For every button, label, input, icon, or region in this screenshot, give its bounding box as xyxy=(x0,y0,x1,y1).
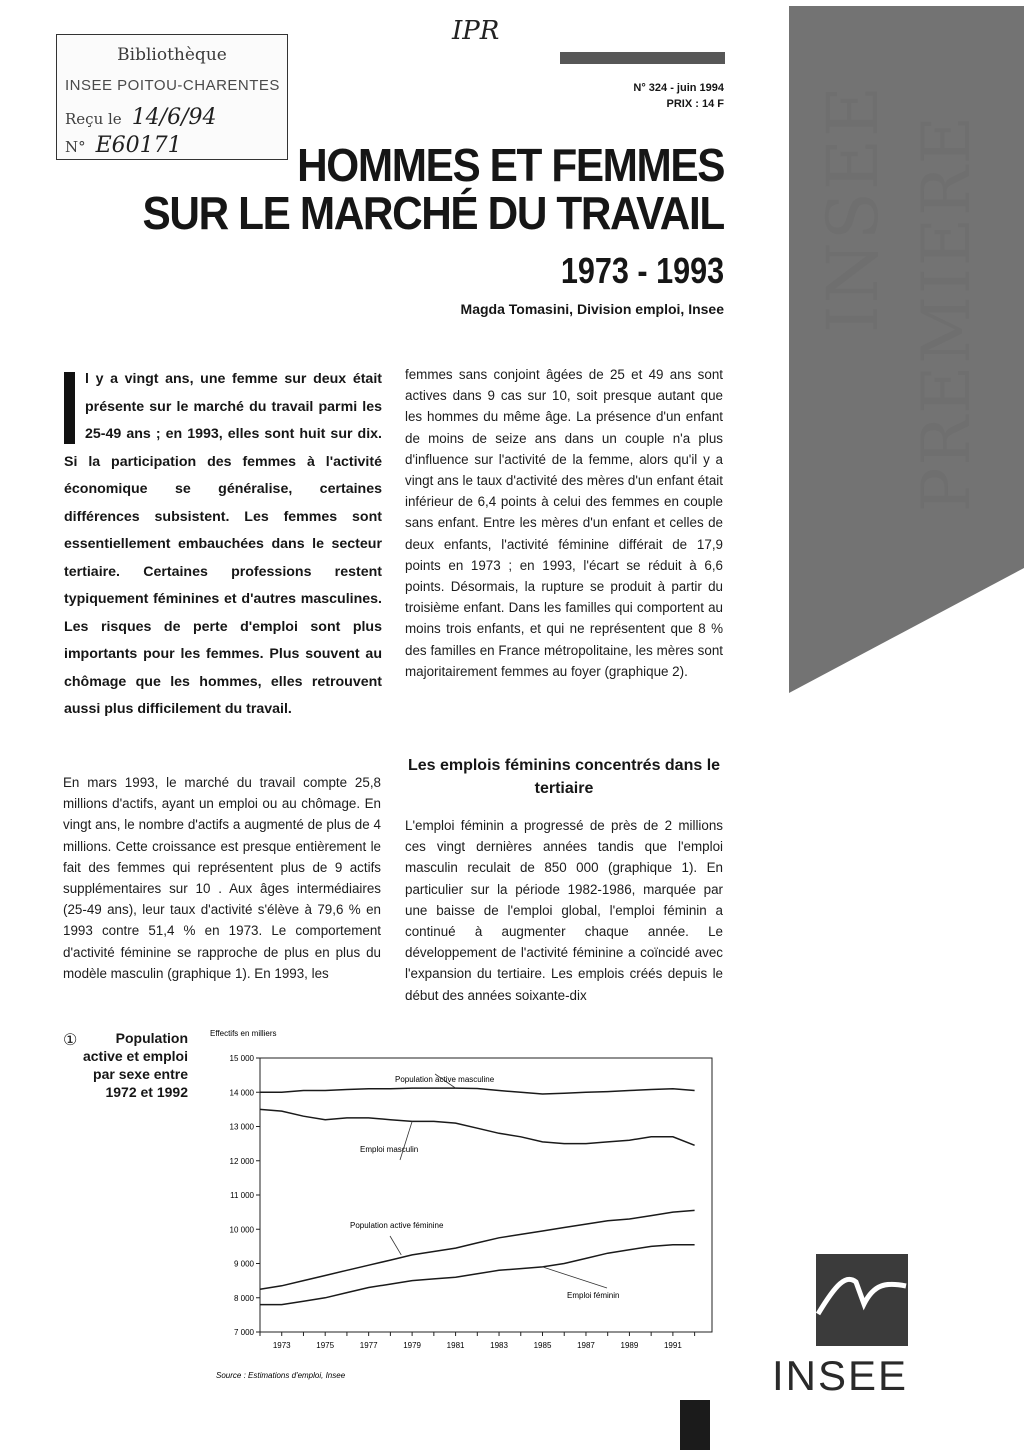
stamp-number: N° E60171 xyxy=(65,133,182,158)
y-tick-label: 12 000 xyxy=(229,1156,254,1166)
x-tick-label: 1989 xyxy=(620,1341,639,1350)
series-line-1 xyxy=(260,1088,695,1094)
x-tick-label: 1977 xyxy=(359,1341,378,1350)
chart-ylabel: Effectifs en milliers xyxy=(210,1029,277,1038)
title-years: 1973 - 1993 xyxy=(560,250,724,291)
series-label-3: Population active féminine xyxy=(350,1221,444,1230)
chart-source: Source : Estimations d'emploi, Insee xyxy=(216,1371,346,1380)
series-label-1: Population active masculine xyxy=(395,1075,495,1084)
x-tick-label: 1987 xyxy=(577,1341,595,1350)
insee-logo-mark xyxy=(816,1254,908,1346)
y-tick-label: 10 000 xyxy=(229,1225,254,1235)
title-line-2: SUR LE MARCHÉ DU TRAVAIL xyxy=(142,187,724,239)
issue-price: PRIX : 14 F xyxy=(666,98,724,110)
header-bar xyxy=(560,52,725,64)
stamp-received: Reçu le 14/6/94 xyxy=(65,105,217,130)
y-tick-label: 7 000 xyxy=(233,1328,254,1337)
stamp-number-value: E60171 xyxy=(95,133,182,158)
body-column-2-top: femmes sans conjoint âgées de 25 et 49 ans sont actives dans 9 cas sur 10, soit presque autant que les hommes du même âge. La présence d'un enfant de moins de seize ans dans un couple n'a plus d'influence sur l'activité de la femme, alors qu'il y a vingt ans le taux d'activité des mères d'un enfant était inférieur de 6,4 points à celui des femmes en couple sans enfant. Entre les mères d'un enfant et celles de deux enfants, l'activité féminine différait de 17,9 points en 1973 ; en 1993, l'écart se réduit à 6,6 points. Désormais, la rupture se produit à partir du troisième enfant. Dans les familles qui comportent au moins trois enfants, et qui ne représentent que 8 % des familles en France métropolitaine, les mères sont majoritairement femmes au foyer (graphique 2). xyxy=(405,367,723,679)
y-tick-label: 9 000 xyxy=(233,1259,254,1269)
issue-number: N° 324 - juin 1994 xyxy=(633,82,724,94)
brand-word-premiere: PREMIERE xyxy=(908,114,985,512)
y-tick-label: 8 000 xyxy=(233,1293,254,1303)
x-tick-label: 1973 xyxy=(272,1341,291,1350)
series-label-4: Emploi féminin xyxy=(567,1291,620,1300)
x-tick-label: 1991 xyxy=(663,1341,682,1350)
plot-frame xyxy=(260,1058,712,1332)
series-leader-3 xyxy=(390,1236,401,1255)
drop-cap xyxy=(64,372,75,444)
insee-logo-text: INSEE xyxy=(771,1352,908,1399)
y-tick-label: 14 000 xyxy=(229,1088,254,1098)
x-tick-label: 1985 xyxy=(533,1341,552,1350)
series-line-4 xyxy=(260,1245,695,1305)
y-tick-label: 11 000 xyxy=(230,1191,254,1200)
issue-info xyxy=(633,80,724,112)
title-line-1: HOMMES ET FEMMES xyxy=(297,139,724,191)
series-leader-2 xyxy=(400,1121,412,1160)
section-title: Les emplois féminins concentrés dans le tertiaire xyxy=(407,757,721,797)
x-tick-label: 1979 xyxy=(403,1341,422,1350)
body-column-1: En mars 1993, le marché du travail compte 25,8 millions d'actifs, ayant un emploi ou au chômage. En vingt ans, le nombre d'actifs a augmenté de plus de 4 millions. Cette croissance est presque entièrement le fait des femmes qui représentent plus de 9 actifs supplémentaires sur 10 . Aux âges intermédiaires (25-49 ans), leur taux d'activité s'élève à 79,6 % en 1993 contre 51,4 % en 1973. Le comportement d'activité féminine se rapproche de plus en plus du modèle masculin (graphique 1). En 1993, les xyxy=(63,775,381,981)
x-tick-label: 1981 xyxy=(446,1341,465,1350)
x-tick-label: 1975 xyxy=(316,1341,335,1350)
x-tick-label: 1983 xyxy=(490,1341,508,1350)
logo-wave-icon xyxy=(816,1254,908,1346)
line-chart xyxy=(200,1022,720,1392)
stamp-library: Bibliothèque xyxy=(117,45,227,65)
figure-number: ① xyxy=(63,1032,78,1049)
y-tick-label: 15 000 xyxy=(229,1054,254,1063)
lead-paragraph xyxy=(64,366,382,724)
y-tick-label: 13 000 xyxy=(229,1122,254,1132)
stamp-branch: INSEE POITOU-CHARENTES xyxy=(65,77,280,94)
handwritten-mark: IPR xyxy=(452,16,500,46)
library-stamp xyxy=(56,34,288,160)
figure-caption: Population active et emploi par sexe entre 1972 et 1992 xyxy=(82,1030,188,1100)
body-column-2-bottom: L'emploi féminin a progressé de près de 2 millions ces vingt dernières années tandis que l'emploi masculin reculait de 850 000 (graphique 1). En particulier sur la période 1982-1986, marquée par une baisse de l'emploi global, l'emploi féminin a continué à augmenter chaque année. Le développement de l'activité féminine a coïncidé avec l'expansion du tertiaire. Les emplois créés depuis le début des années soixante-dix xyxy=(405,818,723,1003)
series-label-2: Emploi masculin xyxy=(360,1145,419,1154)
series-line-2 xyxy=(260,1109,695,1145)
lead-text: l y a vingt ans, une femme sur deux était présente sur le marché du travail parmi les 25-49 ans ; en 1993, elles sont huit sur dix. Si la participation des femmes à l'activité économique se généralise, certaines différences subsistent. Les femmes sont essentiellement embauchées dans le secteur tertiaire. Certaines professions restent typiquement féminines et d'autres masculines. Les risques de perte d'emploi sont plus importants pour les femmes. Plus souvent au chômage que les hommes, elles retrouvent aussi plus difficilement du travail. xyxy=(64,371,382,717)
series-leader-4 xyxy=(543,1267,608,1288)
bottom-bar xyxy=(680,1400,710,1450)
author-line: Magda Tomasini, Division emploi, Insee xyxy=(460,301,724,317)
brand-word-insee: INSEE xyxy=(812,83,894,333)
stamp-received-date: 14/6/94 xyxy=(131,105,217,130)
